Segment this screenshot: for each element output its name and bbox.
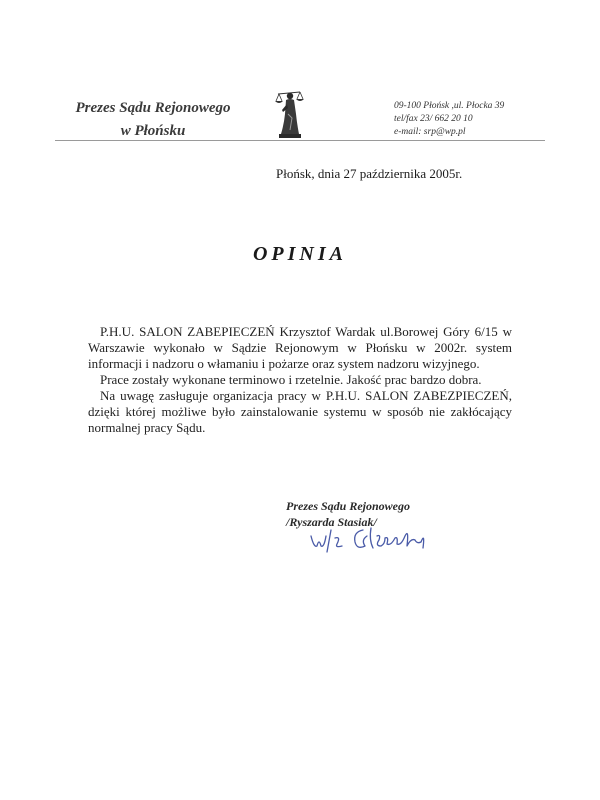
justice-statue-icon (270, 84, 312, 140)
body-paragraph-3: Na uwagę zasługuje organizacja pracy w P.H.U. SALON ZABEZPIECZEŃ, dzięki której możliwe było zainstalowanie systemu w sposób nie zakłócający normalnej pracy Sądu. (88, 388, 512, 435)
court-name-line2: w Płońsku (120, 123, 186, 139)
court-email: e-mail: srp@wp.pl (394, 127, 466, 137)
body-paragraph-1: P.H.U. SALON ZABEPIECZEŃ Krzysztof Wardak ul.Borowej Góry 6/15 w Warszawie wykonało w Sądzie Rejonowym w Płońsku w 2002r. system informacji i nadzoru o włamaniu i pożarze oraz system nadzoru wizyjnego. (88, 324, 512, 371)
handwritten-signature (305, 518, 465, 558)
header-divider (55, 140, 545, 141)
court-contact (394, 100, 584, 139)
signatory-role: Prezes Sądu Rejonowego (286, 499, 411, 513)
date-line: Płońsk, dnia 27 października 2005r. (276, 166, 463, 181)
letter-body (88, 324, 512, 436)
document-title: OPINIA (252, 243, 347, 265)
court-phone: tel/fax 23/ 662 20 10 (394, 114, 473, 124)
body-paragraph-2: Prace zostały wykonane terminowo i rzetelnie. Jakość prac bardzo dobra. (100, 372, 482, 387)
signatory-name: /Ryszarda Stasiak/ (286, 515, 377, 529)
court-address: 09-100 Płońsk ,ul. Płocka 39 (394, 101, 505, 111)
signature-strokes (311, 528, 424, 552)
court-name (48, 97, 258, 143)
court-name-line1: Prezes Sądu Rejonowego (75, 100, 231, 116)
